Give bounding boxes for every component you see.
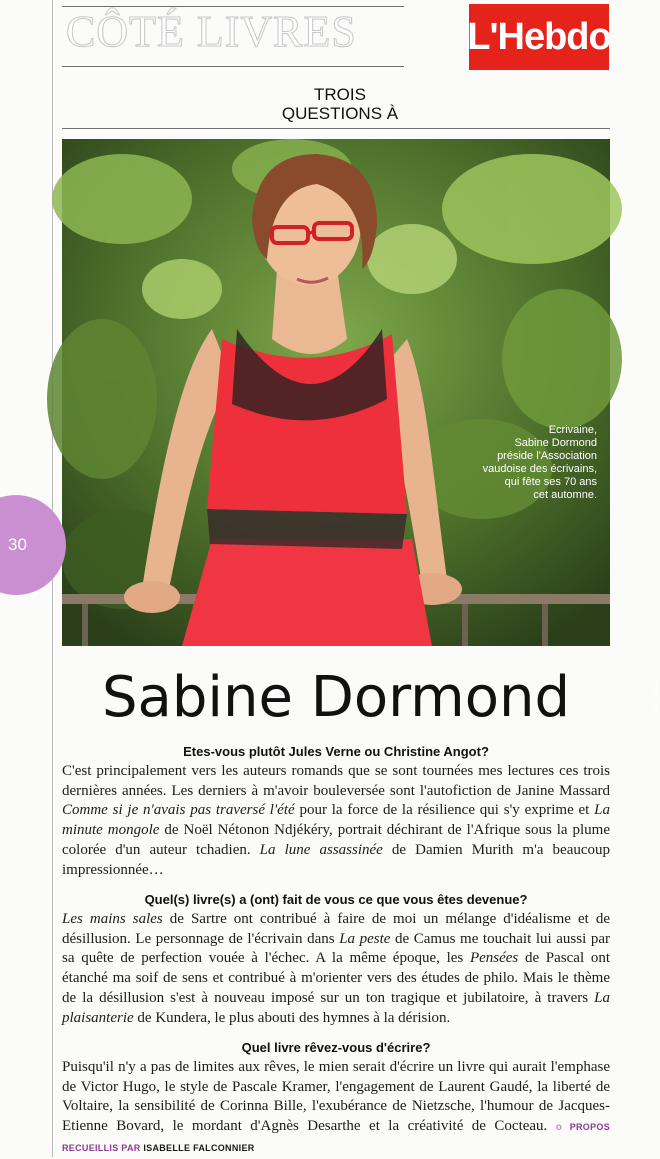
caption-line: Sabine Dormond <box>514 437 597 449</box>
section-heading-line2: QUESTIONS À <box>281 104 399 123</box>
photo-caption <box>447 424 597 502</box>
answer-3: Puisqu'il n'y a pas de limites aux rêves, le mien serait d'écrire un livre qui aurait l'emphase de Victor Hugo, le style de Pascale Kramer, l'engagement de Laurent Gaudé, la liberté de Voltaire, la sensibilité de Corinna Bille, l'exubérance de Nietzsche, l'humour de Jacques-Etienne Bovard, le mordant d'Agnès Desarthe et la créativité de Cocteau. o PROPOS RECUEILLIS PAR ISABELLE FALCONNIER <box>62 1059 610 1153</box>
photo-credit: SEDRIK NEMETH <box>654 673 660 719</box>
byline: o PROPOS RECUEILLIS PAR ISABELLE FALCONNIER <box>62 1122 610 1153</box>
answer-1: C'est principalement vers les auteurs romands que se sont tournées mes lectures ces trois dernières années. Les derniers à m'avoir bouleversée sont l'autofiction de Janine Massard Comme si je n'avais pas traversé l'été pour la force de la résilience qui s'y exprime et La minute mongole de Noël Nétonon Ndjékéry, portrait déchirant de l'Afrique sous la plume colorée d'un auteur tchadien. La lune assassinée de Damien Murith m'a beaucoup impressionnée… <box>62 763 611 878</box>
portrait-photo <box>62 139 660 719</box>
section-rubric: CÔTÉ LIVRES <box>66 7 357 56</box>
answer-2: Les mains sales de Sartre ont contribué à faire de moi un mélange d'idéalisme et de désillusion. Le personnage de l'écrivain dans La peste de Camus me touchait lui aussi par sa quête de perfection vouée à l'échec. A la même époque, les Pensées de Pascal ont étanché ma soif de sens et contribué à m'orienter vers des études de philo. Mais le thème de la désillusion s'est à nouveau imposé sur un ton tragique et jubilatoire, à travers La plaisanterie de Kundera, le plus abouti des hymnes à la dérision. <box>62 911 610 1026</box>
section-heading <box>210 85 470 123</box>
section-rule <box>62 128 610 129</box>
portrait-illustration <box>62 139 610 646</box>
hebdo-logo[interactable]: L'Hebdo <box>469 4 609 70</box>
question-1: Etes-vous plutôt Jules Verne ou Christine Angot? <box>183 744 489 759</box>
page-number: 30 <box>8 535 27 554</box>
caption-line: qui fête ses 70 ans <box>504 476 597 488</box>
article-title: Sabine Dormond <box>102 665 570 730</box>
page-number-tab <box>0 495 66 595</box>
question-2: Quel(s) livre(s) a (ont) fait de vous ce que vous êtes devenue? <box>144 892 528 907</box>
header-bottom-rule <box>62 66 404 67</box>
caption-line: vaudoise des écrivains, <box>482 463 597 475</box>
question-3: Quel livre rêvez-vous d'écrire? <box>241 1040 431 1055</box>
caption-line: Ecrivaine, <box>548 424 597 436</box>
caption-line: cet automne. <box>533 489 597 501</box>
caption-line: préside l'Association <box>497 450 597 462</box>
section-heading-line1: TROIS <box>314 85 366 104</box>
